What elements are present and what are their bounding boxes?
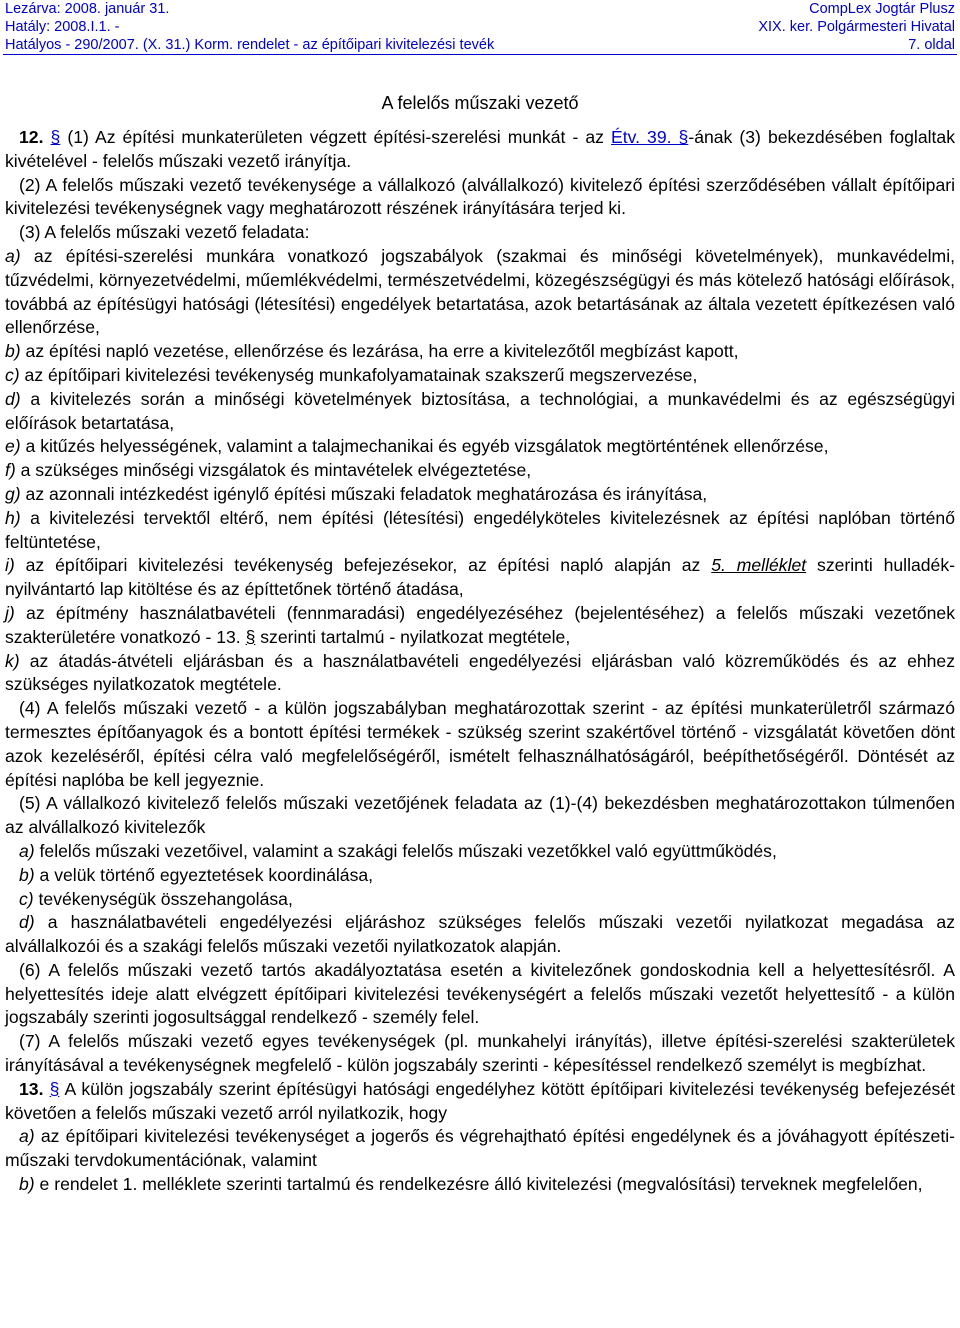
header-office: XIX. ker. Polgármesteri Hivatal — [758, 19, 955, 35]
page-header — [0, 0, 960, 54]
s12-item-j: j) az építmény használatbavételi (fennmaradási) engedélyezéséhez (bejelentéséhez) a felelős műszaki vezetőnek szakterületére vonatkozó - 13. § szerinti tartalmú - nyilatkozat megtétele, — [5, 602, 955, 647]
s12-item-a: a) az építési-szerelési munkára vonatkozó jogszabályok (szakmai és minőségi követelmények), munkavédelmi, tűzvédelmi, környezetvédelmi, műemlékvédelmi, természetvédelmi, közegészségügyi és más kötelező hatósági előírások, továbbá az építésügyi hatósági (létesítési) engedélyek betartatása, azok betartásának az általa vezetett építkezésen való ellenőrzése, — [5, 245, 955, 338]
s12-item-c: c) az építőipari kivitelezési tevékenység munkafolyamatainak szakszerű megszervezése, — [5, 364, 698, 385]
header-document-name: Hatályos - 290/2007. (X. 31.) Korm. rendelet - az építőipari kivitelezési tevék — [5, 37, 495, 53]
header-page-number: 7. oldal — [908, 37, 955, 53]
s12-paragraph-4: (4) A felelős műszaki vezető - a külön jogszabályban meghatározottak szerint - az építési munkaterületről származó termesztes építőanyagok és a bontott építési termékek - szükség szerint szakértővel történő - vizsgálatát követően dönt azok kezeléséről, építési célra való megfelelőségéről, ismételt felhasználhatóságáról, beépíthetőségéről. Döntését az építési naplóba be kell jegyeznie. — [5, 698, 955, 790]
section-title: A felelős műszaki vezető — [381, 93, 579, 113]
header-left — [5, 0, 494, 54]
s12-item-i: i) az építőipari kivitelezési tevékenység befejezésekor, az építési napló alapján az 5. melléklet szerinti hulladék-nyilvántartó lap kitöltése és az építtetőnek történő átadása, — [5, 555, 956, 600]
s12-p5-item-c: c) tevékenységük összehangolása, — [19, 888, 293, 909]
s13-section-sign[interactable]: § — [49, 1078, 60, 1099]
s12-p5-item-a: a) felelős műszaki vezetőivel, valamint a szakági felelős műszaki vezetőkkel való együttműködés, — [19, 840, 777, 861]
header-right — [758, 0, 955, 54]
s12-number: 12. — [19, 127, 44, 147]
s12-item-h: h) a kivitelezési tervektől eltérő, nem építési (létesítési) engedélyköteles kivitelezésnek az építési naplóban történő feltüntetése, — [5, 507, 955, 552]
header-validity: Hatály: 2008.I.1. - — [5, 19, 120, 35]
s12-paragraph-5-intro: (5) A vállalkozó kivitelező felelős műszaki vezetőjének feladata az (1)-(4) bekezdésben meghatározottakon túlmenően az alvállalkozó kivitelezők — [5, 793, 955, 838]
document-body — [5, 126, 955, 1197]
s12-item-b: b) az építési napló vezetése, ellenőrzése és lezárása, ha erre a kivitelezőtől megbízást kapott, — [5, 341, 739, 362]
s12-item-f: f) a szükséges minőségi vizsgálatok és mintavételek elvégeztetése, — [5, 460, 532, 481]
s13-paragraph: 13. § A külön jogszabály szerint építésügyi hatósági engedélyhez kötött építőipari kivitelezési tevékenység befejezését követően a felelős műszaki vezető arról nyilatkozik, hogy — [5, 1078, 955, 1123]
s13-item-a: a) az építőipari kivitelezési tevékenységet a jogerős és végrehajtható építési engedélynek és a jóváhagyott építészeti-műszaki tervdokumentációnak, valamint — [5, 1126, 955, 1171]
s12-item-d: d) a kivitelezés során a minőségi követelmények biztosítása, a technológiai, a munkavédelmi és az egészségügyi előírások betartatása, — [5, 388, 955, 433]
header-publisher: CompLex Jogtár Plusz — [809, 1, 955, 17]
s12-p5-item-b: b) a velük történő egyeztetések koordinálása, — [19, 864, 374, 885]
s12-item-e: e) a kitűzés helyességének, valamint a talajmechanikai és egyéb vizsgálatok megtörténtének ellenőrzése, — [5, 436, 829, 457]
s12-paragraph-1: 12. § (1) Az építési munkaterületen végzett építési-szerelési munkát - az Étv. 39. §-ának (3) bekezdésében foglaltak kivételével - felelős műszaki vezető irányítja. — [5, 127, 955, 171]
s12-item-k: k) az átadás-átvételi eljárásban és a használatbavételi engedélyezési eljárásban való közreműködés és az ehhez szükséges nyilatkozatok megtétele. — [5, 650, 955, 695]
header-lock-date: Lezárva: 2008. január 31. — [5, 1, 170, 17]
s12-p5-item-d: d) a használatbavételi engedélyezési eljáráshoz szükséges felelős műszaki vezetői nyilatkozat megadása az alvállalkozói és a szakági felelős műszaki vezetői nyilatkozatok alapján. — [5, 912, 955, 957]
s13-section-sign-link[interactable]: § — [245, 626, 256, 647]
s12-paragraph-7: (7) A felelős műszaki vezető egyes tevékenységek (pl. munkahelyi irányítás), illetve építési-szerelési szakterületek irányításával a tevékenységnek megfelelő - külön jogszabály szerinti - képesítéssel rendelkező személyt is megbízhat. — [5, 1031, 955, 1076]
s12-paragraph-3-intro: (3) A felelős műszaki vezető feladata: — [19, 222, 310, 243]
annex-5-reference[interactable]: 5. melléklet — [711, 555, 807, 576]
s13-number: 13. — [19, 1078, 44, 1099]
s12-section-sign[interactable]: § — [50, 127, 61, 147]
s12-paragraph-6: (6) A felelős műszaki vezető tartós akadályoztatása esetén a kivitelezőnek gondoskodnia kell a helyettesítésről. A helyettesítés ideje alatt elvégzett építőipari kivitelezési tevékenységért a felelős műszaki vezetőt helyettesítő - a külön jogszabály szerinti jogosultsággal rendelkező - személy felel. — [5, 959, 955, 1028]
s12-paragraph-2: (2) A felelős műszaki vezető tevékenysége a vállalkozó (alvállalkozó) kivitelező építési szerződésében vállalt építőipari kivitelezési tevékenységnek vagy meghatározott részének irányítására terjed ki. — [5, 174, 955, 219]
header-divider — [3, 54, 957, 55]
s12-item-g: g) az azonnali intézkedést igénylő építési műszaki feladatok meghatározása és irányítása, — [5, 483, 708, 504]
etv-reference-link[interactable]: Étv. 39. § — [610, 127, 689, 147]
s13-item-b: b) e rendelet 1. melléklete szerinti tartalmú és rendelkezésre álló kivitelezési (megvalósítási) terveknek megfelelően, — [19, 1174, 923, 1195]
